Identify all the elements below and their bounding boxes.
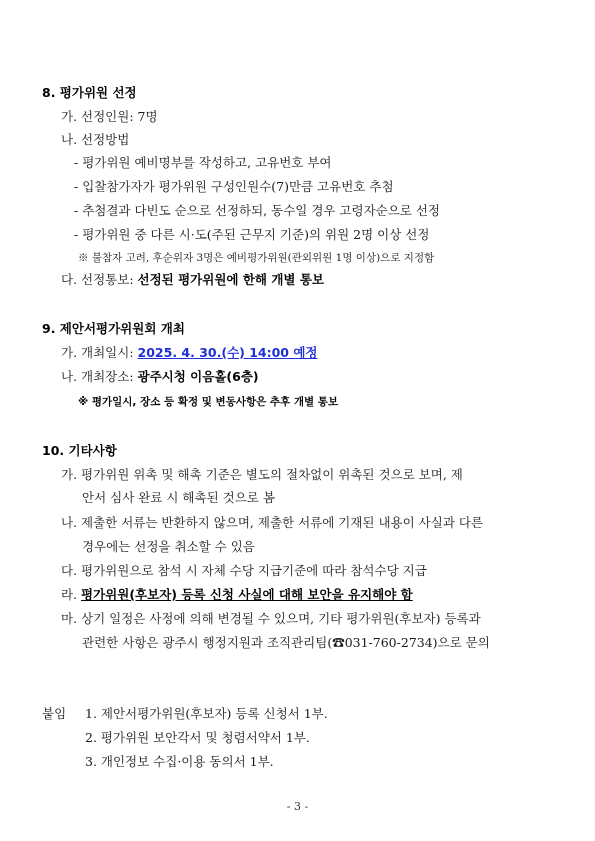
- item-label: 나.: [61, 369, 82, 384]
- s8-bullet: - 입찰참가자가 평가위원 구성인원수(7)만큼 고유번호 추첨: [74, 179, 394, 194]
- page-number: - 3 -: [286, 800, 309, 813]
- attachment-label: 붙임: [42, 706, 67, 721]
- s8-bullet: - 평가위원 중 다른 시·도(주된 근무지 기준)의 위원 2명 이상 선정: [74, 227, 430, 242]
- item-text: 상기 일정은 사정에 의해 변경될 수 있으며, 기타 평가위원(후보자) 등록과: [81, 611, 481, 626]
- section-10-title: 10. 기타사항: [42, 443, 117, 458]
- attachment-item: 1. 제안서평가위원(후보자) 등록 신청서 1부.: [85, 706, 328, 721]
- item-label: 다.: [61, 563, 82, 578]
- item-label: 가.: [61, 345, 82, 360]
- item-text: 평가위원 위촉 및 해촉 기준은 별도의 절차없이 위촉된 것으로 보며, 제: [81, 467, 463, 482]
- attachment-item: 2. 평가위원 보안각서 및 청렴서약서 1부.: [85, 730, 310, 745]
- s10-item-ga: [61, 467, 463, 483]
- s10-item-ma: [61, 611, 481, 627]
- item-emphasis: 선정된 평가위원에 한해 개별 통보: [137, 272, 324, 287]
- s10-item-ma-cont: 관련한 사항은 광주시 행정지원과 조직관리팀(☎031-760-2734)으로 문의: [82, 635, 490, 650]
- meeting-location: 광주시청 이음홀(6층): [137, 369, 259, 384]
- section-9-title: 9. 제안서평가위원회 개최: [42, 321, 185, 336]
- s9-note: ※ 평가일시, 장소 등 확정 및 변동사항은 추후 개별 통보: [78, 396, 339, 408]
- attachment-item: 3. 개인정보 수집·이용 동의서 1부.: [85, 754, 274, 769]
- s8-item-ga: [61, 109, 158, 125]
- s9-item-ga: [61, 345, 318, 361]
- s8-bullet: - 추첨결과 다빈도 순으로 선정하되, 동수일 경우 고령자순으로 선정: [74, 203, 441, 218]
- security-notice: 평가위원(후보자) 등록 신청 사실에 대해 보안을 유지해야 함: [81, 587, 413, 602]
- item-prefix: 선정통보:: [81, 272, 138, 287]
- s10-item-ra: [61, 587, 413, 603]
- item-prefix: 개최장소:: [81, 369, 138, 384]
- item-label: 다.: [61, 272, 82, 287]
- s10-item-da: [61, 563, 427, 579]
- item-label: 가.: [61, 467, 82, 482]
- s10-item-na-cont: 경우에는 선정을 취소할 수 있음: [82, 539, 255, 554]
- item-label: 라.: [61, 587, 82, 602]
- s8-item-da: [61, 272, 324, 288]
- s10-item-ga-cont: 안서 심사 완료 시 해촉된 것으로 봄: [82, 490, 275, 505]
- section-8-title: 8. 평가위원 선정: [42, 85, 137, 100]
- item-text: 선정인원: 7명: [81, 109, 158, 124]
- item-label: 가.: [61, 109, 82, 124]
- s8-item-na: [61, 132, 129, 148]
- s9-item-na: [61, 369, 259, 385]
- item-label: 나.: [61, 515, 82, 530]
- item-text: 선정방법: [81, 132, 130, 147]
- item-text: 제출한 서류는 반환하지 않으며, 제출한 서류에 기재된 내용이 사실과 다른: [81, 515, 484, 530]
- item-label: 나.: [61, 132, 82, 147]
- item-prefix: 개최일시:: [81, 345, 138, 360]
- item-text: 평가위원으로 참석 시 자체 수당 지급기준에 따라 참석수당 지급: [81, 563, 427, 578]
- s8-bullet: - 평가위원 예비명부를 작성하고, 고유번호 부여: [74, 155, 332, 170]
- item-label: 마.: [61, 611, 82, 626]
- s10-item-na: [61, 515, 483, 531]
- meeting-datetime: 2025. 4. 30.(수) 14:00 예정: [137, 345, 318, 360]
- s8-note: ※ 불참자 고려, 후순위자 3명은 예비평가위원(관외위원 1명 이상)으로 지정함: [78, 252, 435, 264]
